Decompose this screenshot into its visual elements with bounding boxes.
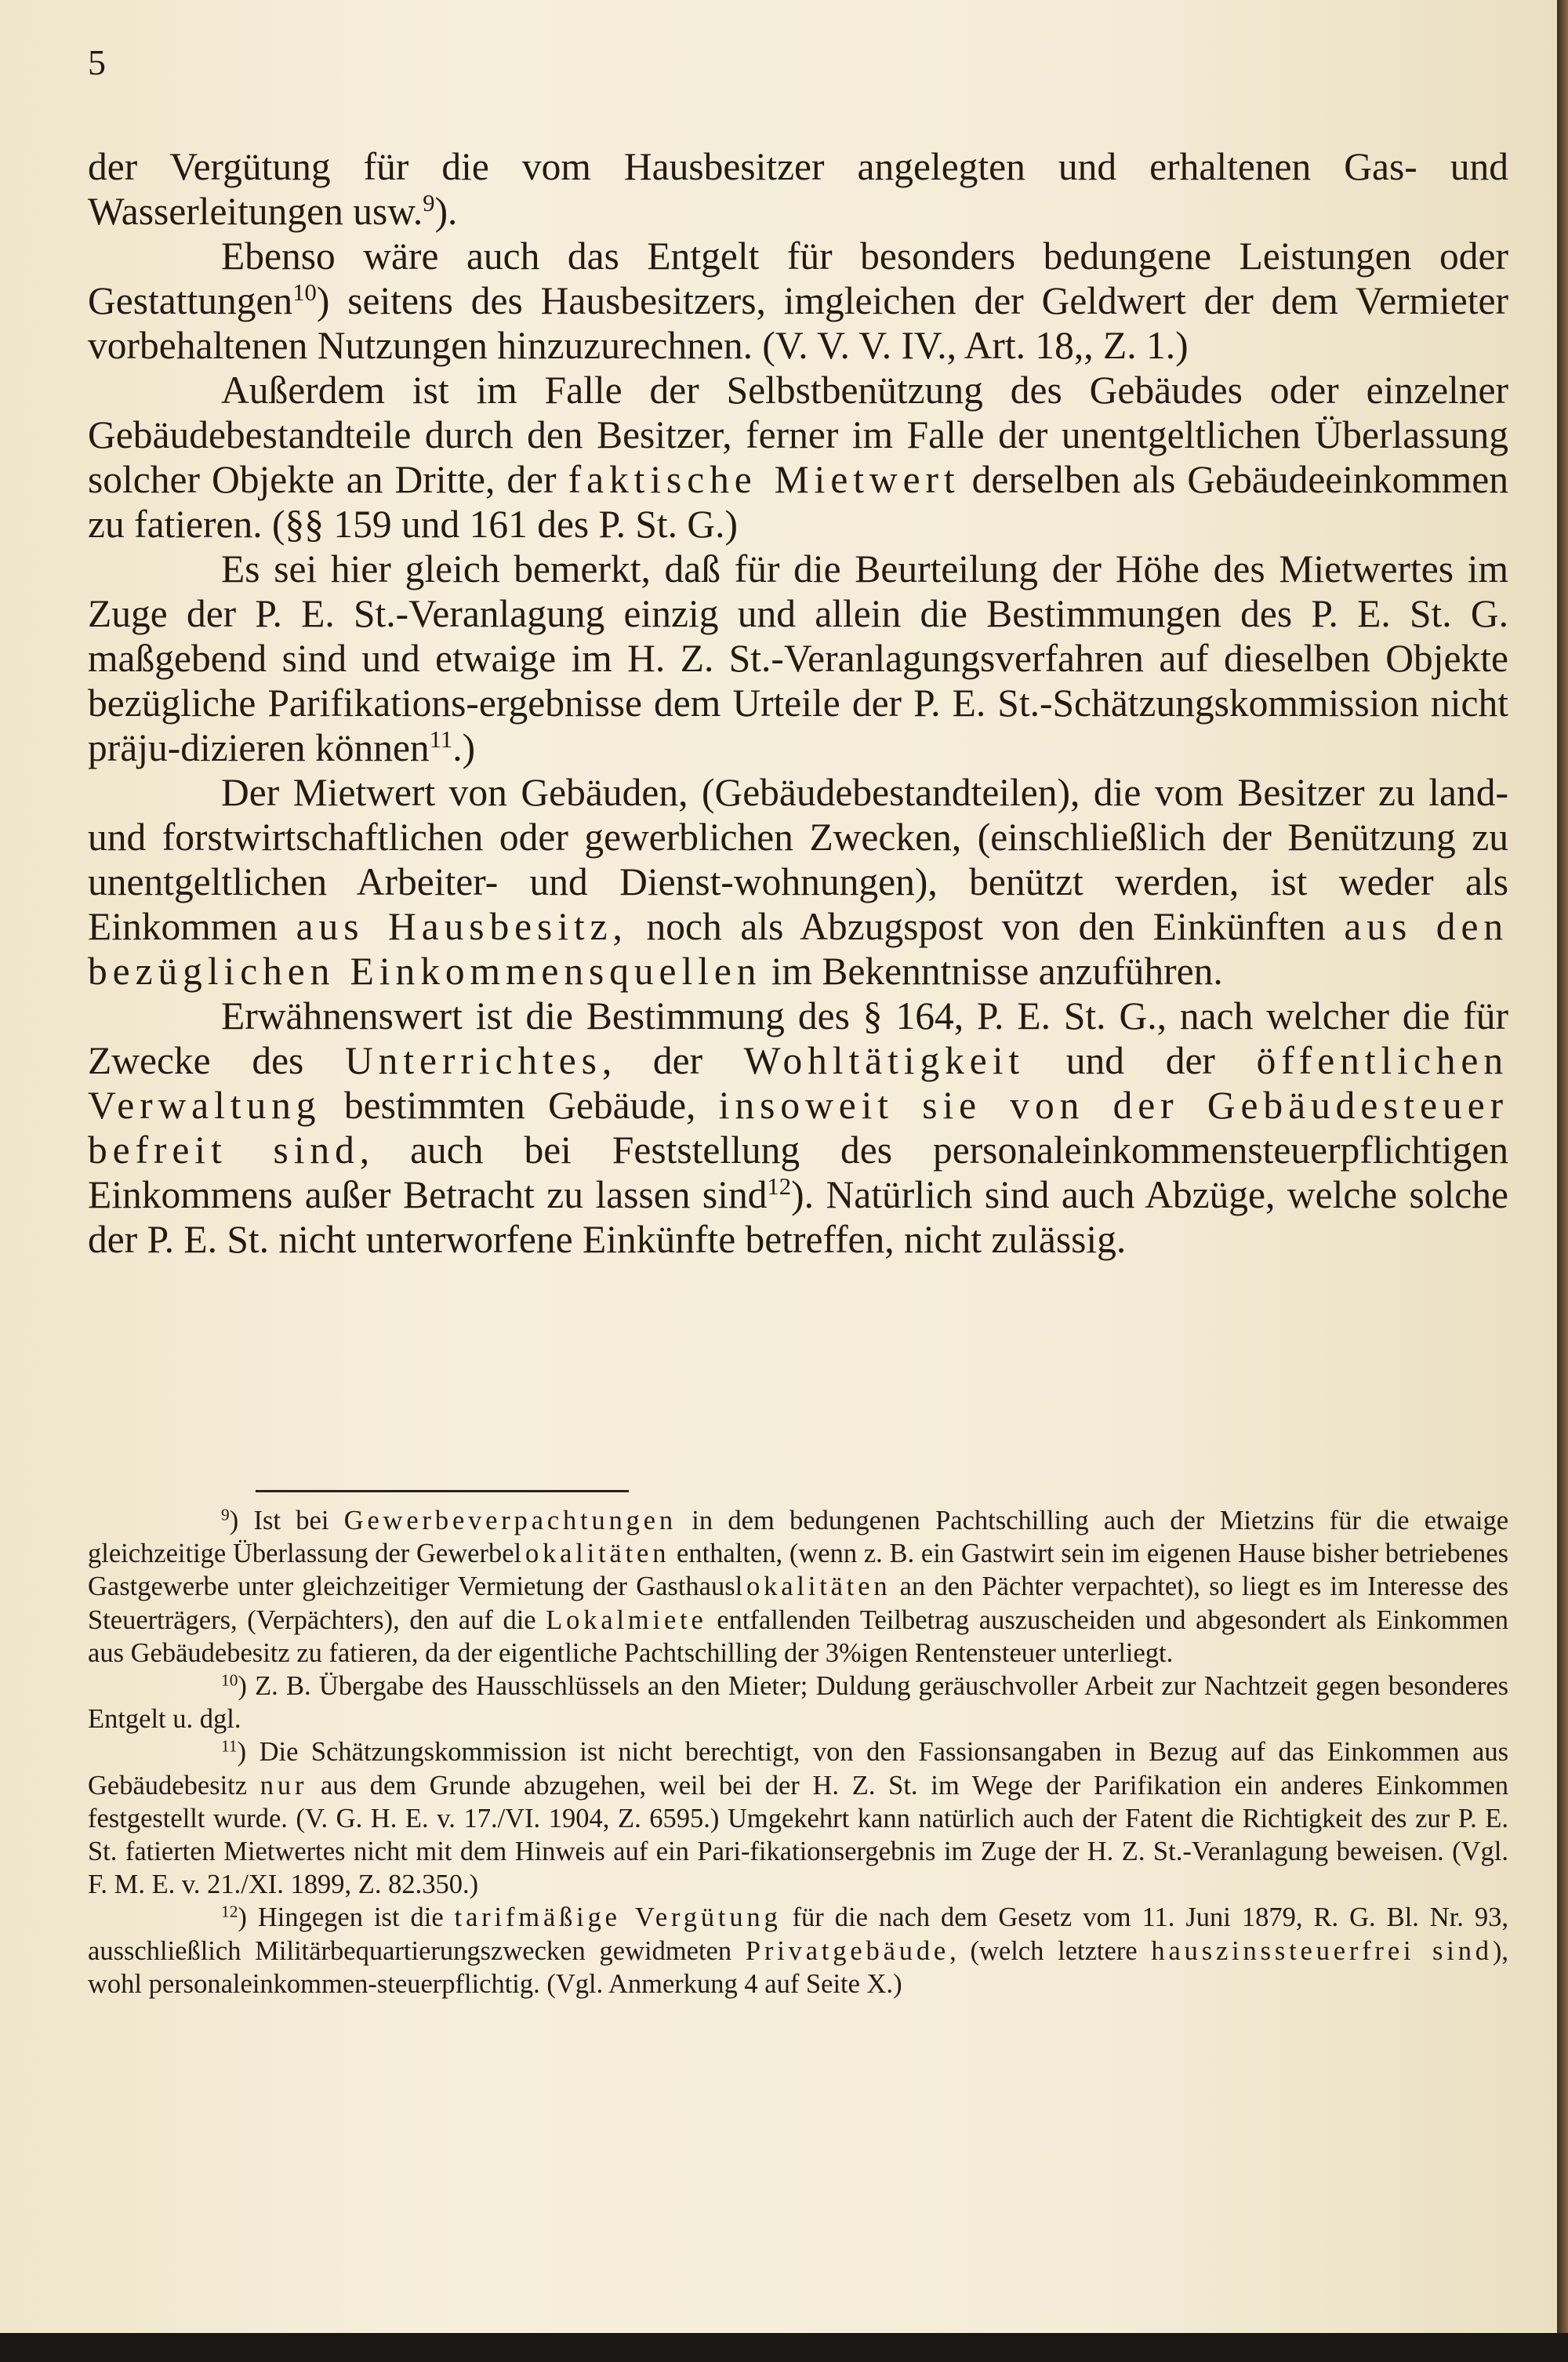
footnote-divider <box>256 1490 629 1492</box>
footnote-mark: 11 <box>221 1736 238 1756</box>
spaced-emphasis: Unterrichtes <box>345 1039 602 1082</box>
spaced-emphasis: lokalitäten <box>735 1572 891 1602</box>
footnote-mark: 9 <box>221 1505 230 1524</box>
paragraph-1: der Vergütung für die vom Hausbesitzer angelegten und erhaltenen Gas- und Wasserleitungen usw.$^9$). <box>88 145 1508 233</box>
footnote-ref-10: 10 <box>292 279 317 307</box>
paragraph-2: Ebenso wäre auch das Entgelt für besonders bedungene Leistungen oder Gestattungen$^{10}$) seitens des Hausbesitzers, imgleichen der Geldwert der dem Vermieter vorbehaltenen Nutzungen hinzuzurechnen. (V. V. V. IV., Art. 18,, Z. 1.) <box>88 234 1508 367</box>
spaced-emphasis: faktische Mietwert <box>568 458 960 501</box>
spaced-emphasis: Lokalmiete <box>546 1604 707 1635</box>
paragraph-4: Es sei hier gleich bemerkt, daß für die Beurteilung der Höhe des Mietwertes im Zuge der P. E. St.-Veranlagung einzig und allein die Bestimmungen des P. E. St. G. maßgebend sind und etwaige im H. Z. St.-Veranlagungsverfahren auf dieselben Objekte bezügliche Parifikations-ergebnisse dem Urteile der P. E. St.-Schätzungskommission nicht präju-dizieren können$^{11}$.) <box>88 547 1508 769</box>
page-edge-shadow <box>1557 0 1568 2333</box>
spaced-emphasis: aus Hausbesitz, <box>296 905 628 948</box>
paragraph-3: Außerdem ist im Falle der Selbstbenützung des Gebäudes oder einzelner Gebäudebestandteile durch den Besitzer, ferner im Falle der unentgeltlichen Überlassung solcher Objekte an Dritte, der faktische Mietwert derselben als Gebäudeeinkommen zu fatieren. (§§ 159 und 161 des P. St. G.) <box>88 369 1509 546</box>
footnote-mark: 10 <box>221 1670 238 1690</box>
footnote-10: $^{10}$) Z. B. Übergabe des Hausschlüssels an den Mieter; Duldung geräuschvoller Arbeit zur Nachtzeit gegen besonderes Entgelt u. dgl. <box>88 1670 1508 1735</box>
paragraph-6: Erwähnenswert ist die Bestimmung des § 164, P. E. St. G., nach welcher die für Zwecke des Unterrichtes, der Wohltätigkeit und der öffentlichen Verwaltung bestimmten Gebäude, insoweit sie von der Gebäudesteuer befreit sind, auch bei Feststellung des personaleinkommensteuerpflichtigen Einkommens außer Betracht zu lassen sind$^{12}$). Natürlich sind auch Abzüge, welche solche der P. E. St. nicht unterworfene Einkünfte betreffen, nicht zulässig. <box>88 994 1509 1261</box>
spaced-emphasis: aus den bezüglichen Einkommensquellen <box>88 905 1509 993</box>
footnote-ref-11: 11 <box>429 726 453 754</box>
scan-bottom-border <box>0 2333 1568 2362</box>
spaced-emphasis: tarifmäßige Vergütung <box>454 1902 782 1933</box>
spaced-emphasis: hauszinssteuerfrei sind <box>1151 1935 1493 1966</box>
spaced-emphasis: Gewerbeverpachtungen <box>343 1506 677 1535</box>
spaced-emphasis: Wohltätigkeit <box>743 1039 1025 1082</box>
paragraph-5: Der Mietwert von Gebäuden, (Gebäudebestandteilen), die vom Besitzer zu land- und forstwirtschaftlichen oder gewerblichen Zwecken, (einschließlich der Benützung zu unentgeltlichen Arbeiter- und Dienst-wohnungen), benützt werden, ist weder als Einkommen aus Hausbesitz, noch als Abzugspost von den Einkünften aus den bezüglichen Einkommensquellen im Bekenntnisse anzuführen. <box>88 771 1509 993</box>
main-text <box>88 144 1508 1262</box>
footnote-mark: 12 <box>221 1902 238 1921</box>
footnotes <box>88 1504 1508 2000</box>
footnote-9: $^9$) Ist bei Gewerbeverpachtungen in dem bedungenen Pachtschilling auch der Mietzins für die etwaige gleichzeitige Überlassung der Gewerbelokalitäten enthalten, (wenn z. B. ein Gastwirt sein im eigenen Hause bisher betriebenes Gastgewerbe unter gleichzeitiger Vermietung der Gasthauslokalitäten an den Pächter verpachtet), so liegt es im Interesse des Steuerträgers, (Verpächters), den auf die Lokalmiete entfallenden Teilbetrag auszuscheiden und abgesondert als Einkommen aus Gebäudebesitz zu fatieren, da der eigentliche Pachtschilling der 3%igen Rentensteuer unterliegt. <box>88 1505 1509 1668</box>
page-number: 5 <box>88 42 106 82</box>
footnote-ref-9: 9 <box>423 190 435 217</box>
footnote-ref-12: 12 <box>767 1173 792 1201</box>
spaced-emphasis: insoweit sie von der Gebäudesteuer befreit sind <box>88 1084 1509 1172</box>
spaced-emphasis: lokalitäten <box>514 1539 670 1569</box>
footnote-11: $^{11}$) Die Schätzungskommission ist nicht berechtigt, von den Fassionsangaben in Bezug auf das Einkommen aus Gebäudebesitz nur aus dem Grunde abzugehen, weil bei der H. Z. St. im Wege der Parifikation ein anderes Einkommen festgestellt wurde. (V. G. H. E. v. 17./VI. 1904, Z. 6595.) Umgekehrt kann natürlich auch der Fatent die Richtigkeit des zur P. E. St. fatierten Mietwertes nicht mit dem Hinweis auf ein Pari-fikationsergebnis im Zuge der H. Z. St.-Veranlagung beweisen. (Vgl. F. M. E. v. 21./XI. 1899, Z. 82.350.) <box>88 1736 1509 1900</box>
footnote-12: $^{12}$) Hingegen ist die tarifmäßige Vergütung für die nach dem Gesetz vom 11. Juni 1879, R. G. Bl. Nr. 93, ausschließlich Militärbequartierungszwecken gewidmeten Privatgebäude, (welch letztere hauszinssteuerfrei sind), wohl personaleinkommen-steuerpflichtig. (Vgl. Anmerkung 4 auf Seite X.) <box>88 1902 1509 1999</box>
spaced-emphasis: nur <box>260 1770 308 1801</box>
spaced-emphasis: öffentlichen Verwaltung <box>88 1039 1508 1127</box>
spaced-emphasis: Privatgebäude <box>745 1935 950 1966</box>
